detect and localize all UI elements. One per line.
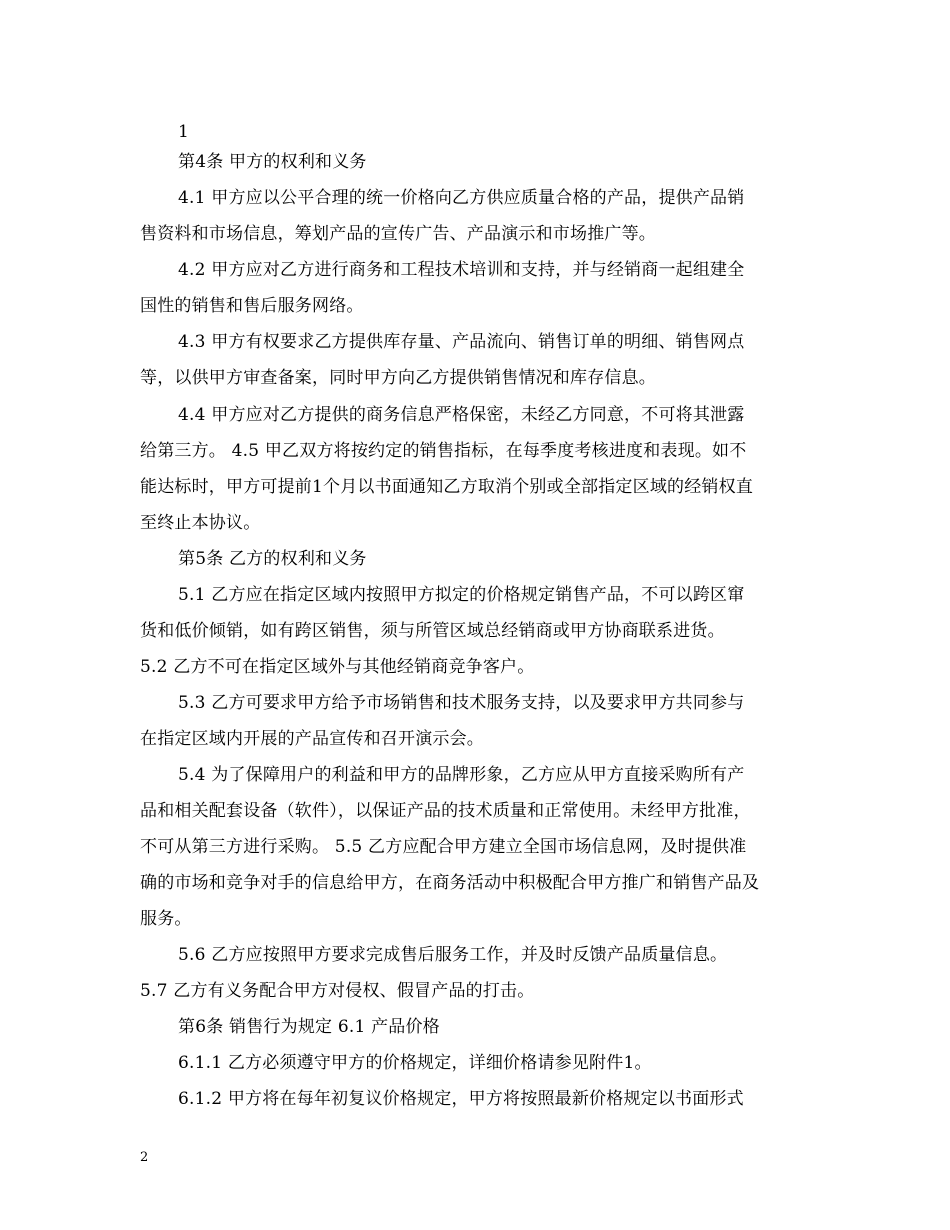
- text-line: 1: [178, 122, 190, 142]
- text-line: 服务。: [140, 909, 192, 929]
- text-line: 5.4 为了保障用户的利益和甲方的品牌形象，乙方应从甲方直接采购所有产: [178, 765, 745, 785]
- text-line: 5.6 乙方应按照甲方要求完成售后服务工作，并及时反馈产品质量信息。: [178, 945, 728, 965]
- text-line: 第4条 甲方的权利和义务: [178, 152, 367, 172]
- text-line: 4.1 甲方应以公平合理的统一价格向乙方供应质量合格的产品，提供产品销: [178, 188, 745, 208]
- text-line: 等，以供甲方审查备案，同时甲方向乙方提供销售情况和库存信息。: [140, 368, 656, 388]
- text-line: 4.2 甲方应对乙方进行商务和工程技术培训和支持，并与经销商一起组建全: [178, 260, 745, 280]
- text-line: 给第三方。 4.5 甲乙双方将按约定的销售指标，在每季度考核进度和表现。如不: [140, 441, 747, 461]
- text-line: 国性的销售和售后服务网络。: [140, 296, 364, 316]
- text-line: 确的市场和竞争对手的信息给甲方，在商务活动中积极配合甲方推广和销售产品及: [140, 873, 760, 893]
- text-line: 能达标时，甲方可提前1个月以书面通知乙方取消个别或全部指定区域的经销权直: [140, 477, 754, 497]
- text-line: 4.4 甲方应对乙方提供的商务信息严格保密，未经乙方同意，不可将其泄露: [178, 405, 745, 425]
- text-line: 至终止本协议。: [140, 513, 261, 533]
- text-line: 5.1 乙方应在指定区域内按照甲方拟定的价格规定销售产品，不可以跨区窜: [178, 585, 745, 605]
- text-line: 6.1.2 甲方将在每年初复议价格规定，甲方将按照最新价格规定以书面形式: [178, 1089, 744, 1109]
- text-line: 第5条 乙方的权利和义务: [178, 549, 367, 569]
- text-line: 5.7 乙方有义务配合甲方对侵权、假冒产品的打击。: [140, 981, 535, 1001]
- text-line: 5.2 乙方不可在指定区域外与其他经销商竞争客户。: [140, 657, 535, 677]
- text-line: 品和相关配套设备（软件），以保证产品的技术质量和正常使用。未经甲方批准，: [140, 801, 751, 821]
- text-line: 不可从第三方进行采购。 5.5 乙方应配合甲方建立全国市场信息网，及时提供准: [140, 837, 747, 857]
- text-line: 4.3 甲方有权要求乙方提供库存量、产品流向、销售订单的明细、销售网点: [178, 332, 745, 352]
- text-line: 第6条 销售行为规定 6.1 产品价格: [178, 1017, 440, 1037]
- text-line: 在指定区域内开展的产品宣传和召开演示会。: [140, 729, 484, 749]
- text-line: 5.3 乙方可要求甲方给予市场销售和技术服务支持，以及要求甲方共同参与: [178, 693, 745, 713]
- text-line: 货和低价倾销，如有跨区销售，须与所管区域总经销商或甲方协商联系进货。: [140, 621, 725, 641]
- text-line: 6.1.1 乙方必须遵守甲方的价格规定，详细价格请参见附件1。: [178, 1053, 652, 1073]
- page-number: 2: [140, 1150, 149, 1165]
- text-line: 售资料和市场信息，筹划产品的宣传广告、产品演示和市场推广等。: [140, 224, 656, 244]
